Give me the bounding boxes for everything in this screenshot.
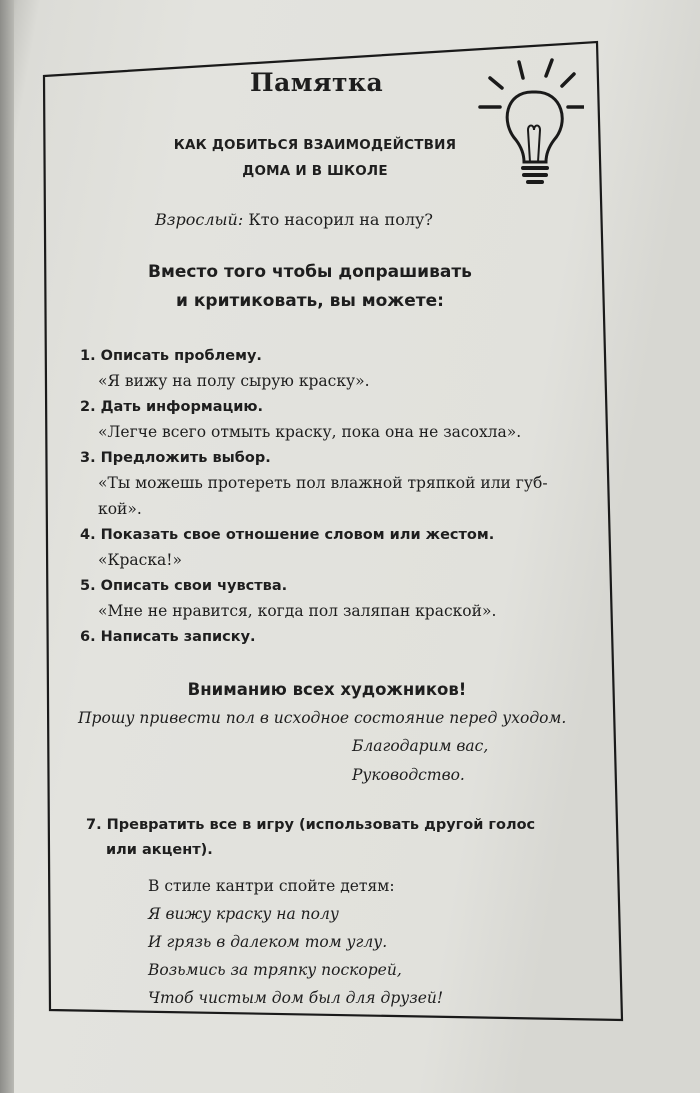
notice-sign-2: Руководство.	[352, 766, 465, 784]
song-line-1: Я вижу краску на полу	[148, 905, 339, 923]
step-5-text: «Мне не нравится, когда пол заляпан краской».	[98, 602, 497, 620]
instead-line-1: Вместо того чтобы допрашивать	[148, 262, 472, 282]
memo-subtitle	[150, 132, 480, 184]
subtitle-line-2: ДОМА И В ШКОЛЕ	[242, 163, 388, 179]
step-3-text: «Ты можешь протереть пол влажной тряпкой или губ-кой».	[98, 474, 548, 518]
artist-notice	[72, 676, 582, 790]
subtitle-line-1: КАК ДОБИТЬСЯ ВЗАИМОДЕЙСТВИЯ	[173, 137, 457, 153]
step-2-text: «Легче всего отмыть краску, пока она не засохла».	[98, 423, 522, 441]
step-4-text: «Краска!»	[98, 551, 182, 569]
step-4-head: 4. Показать свое отношение словом или жестом.	[80, 527, 495, 543]
memo-title: Памятка	[250, 68, 384, 97]
instead-heading	[120, 258, 500, 316]
scenario-role: Взрослый:	[155, 210, 244, 229]
step-7-head-line-2: или акцент).	[106, 842, 213, 858]
step-7-head-line-1: 7. Превратить все в игру (использовать другой голос	[86, 817, 536, 833]
scenario-question: Кто насорил на полу?	[248, 210, 433, 229]
step-1-text: «Я вижу на полу сырую краску».	[98, 372, 370, 390]
notice-body: Прошу привести пол в исходное состояние перед уходом.	[78, 709, 567, 727]
step-7	[86, 812, 586, 1012]
step-6-head: 6. Написать записку.	[80, 629, 256, 645]
steps-list	[80, 343, 580, 649]
step-3-head: 3. Предложить выбор.	[80, 450, 271, 466]
lightbulb-icon	[474, 52, 584, 192]
song-line-2: И грязь в далеком том углу.	[148, 933, 388, 951]
step-7-head	[86, 813, 586, 863]
step-2-head: 2. Дать информацию.	[80, 399, 264, 415]
notice-sign-1: Благодарим вас,	[352, 737, 489, 755]
instead-line-2: и критиковать, вы можете:	[176, 291, 444, 311]
scenario-line	[155, 210, 433, 229]
song-block	[86, 872, 586, 1012]
step-1-head: 1. Описать проблему.	[80, 348, 262, 364]
song-line-4: Чтоб чистым дом был для друзей!	[148, 989, 444, 1007]
notice-heading: Вниманию всех художников!	[187, 680, 467, 699]
song-line-3: Возьмись за тряпку поскорей,	[148, 961, 402, 979]
song-intro: В стиле кантри спойте детям:	[148, 877, 395, 895]
step-5-head: 5. Описать свои чувства.	[80, 578, 288, 594]
